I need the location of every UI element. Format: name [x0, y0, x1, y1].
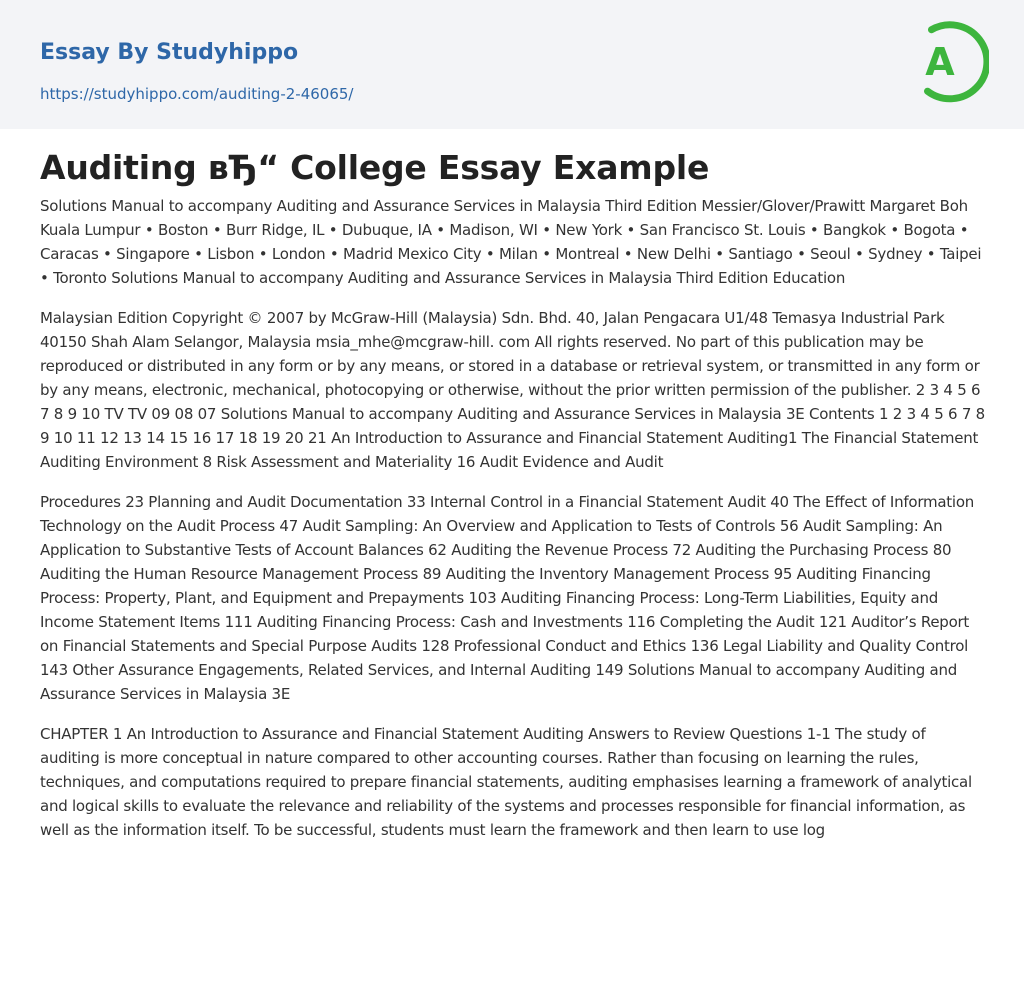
article-url-link[interactable]: https://studyhippo.com/auditing-2-46065/	[40, 85, 354, 103]
studyhippo-logo-icon[interactable]	[909, 17, 989, 107]
site-brand[interactable]: Essay By Studyhippo	[40, 40, 299, 65]
site-header	[0, 0, 1024, 129]
article-paragraph: Procedures 23 Planning and Audit Documentation 33 Internal Control in a Financial Statement Audit 40 The Effect of Information Technology on the Audit Process 47 Audit Sampling: An Overview and Application to Tests of Controls 56 Audit Sampling: An Application to Substantive Tests of Account Balances 62 Auditing the Revenue Process 72 Auditing the Purchasing Process 80 Auditing the Human Resource Management Process 89 Auditing the Inventory Management Process 95 Auditing Financing Process: Property, Plant, and Equipment and Prepayments 103 Auditing Financing Process: Long-Term Liabilities, Equity and Income Statement Items 111 Auditing Financing Process: Cash and Investments 116 Completing the Audit 121 Auditor’s Report on Financial Statements and Special Purpose Audits 128 Professional Conduct and Ethics 136 Legal Liability and Quality Control 143 Other Assurance Engagements, Related Services, and Internal Auditing 149 Solutions Manual to accompany Auditing and Assurance Services in Malaysia 3E	[40, 493, 975, 703]
article-paragraph: Malaysian Edition Copyright © 2007 by McGraw-Hill (Malaysia) Sdn. Bhd. 40, Jalan Pengacara U1/48 Temasya Industrial Park 40150 Shah Alam Selangor, Malaysia msia_mhe@mcgraw-hill. com All rights reserved. No part of this publication may be reproduced or distributed in any form or by any means, or stored in a database or retrieval system, or transmitted in any form or by any means, electronic, mechanical, photocopying or otherwise, without the prior written permission of the publisher. 2 3 4 5 6 7 8 9 10 TV TV 09 08 07 Solutions Manual to accompany Auditing and Assurance Services in Malaysia 3E Contents 1 2 3 4 5 6 7 8 9 10 11 12 13 14 15 16 17 18 19 20 21 An Introduction to Assurance and Financial Statement Auditing1 The Financial Statement Auditing Environment 8 Risk Assessment and Materiality 16 Audit Evidence and Audit	[40, 309, 985, 471]
article-paragraph: Solutions Manual to accompany Auditing and Assurance Services in Malaysia Third Edition Messier/Glover/Prawitt Margaret Boh Kuala Lumpur • Boston • Burr Ridge, IL • Dubuque, IA • Madison, WI • New York • San Francisco St. Louis • Bangkok • Bogota • Caracas • Singapore • Lisbon • London • Madrid Mexico City • Milan • Montreal • New Delhi • Santiago • Seoul • Sydney • Taipei • Toronto Solutions Manual to accompany Auditing and Assurance Services in Malaysia Third Edition Education	[40, 197, 982, 287]
article-paragraph: CHAPTER 1 An Introduction to Assurance and Financial Statement Auditing Answers to Review Questions 1-1 The study of auditing is more conceptual in nature compared to other accounting courses. Rather than focusing on learning the rules, techniques, and computations required to prepare financial statements, auditing emphasises learning a framework of analytical and logical skills to evaluate the relevance and reliability of the systems and processes responsible for financial information, as well as the information itself. To be successful, students must learn the framework and then learn to use log	[40, 725, 972, 839]
logo-letter: A	[925, 40, 955, 84]
article	[0, 129, 1024, 842]
article-title: Auditing вЂ“ College Essay Example	[40, 148, 710, 187]
